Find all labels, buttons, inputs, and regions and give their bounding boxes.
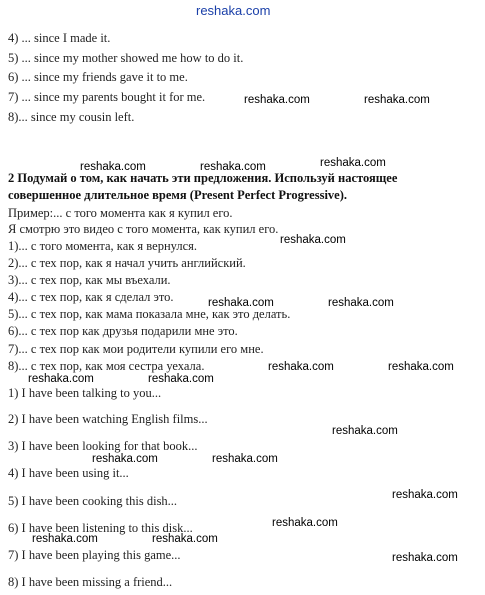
watermark: reshaka.com [364,94,430,106]
prompt-line: 6)... с тех пор как друзья подарили мне это. [8,324,238,338]
watermark: reshaka.com [328,297,394,309]
answer-line: 8) I have been missing a friend... [8,575,173,589]
part1-line: 6) ... since my friends gave it to me. [8,70,188,84]
watermark: reshaka.com [152,533,218,545]
watermark: reshaka.com [320,157,386,169]
prompt-line: 3)... с тех пор, как мы въехали. [8,273,171,287]
prompt-line: 5)... с тех пор, как мама показала мне, как это делать. [8,307,291,321]
watermark: reshaka.com [388,361,454,373]
answer-line: 6) I have been listening to this disk... [8,521,193,535]
watermark: reshaka.com [148,373,214,385]
answer-line: 7) I have been playing this game... [8,548,181,562]
watermark: reshaka.com [212,453,278,465]
watermark: reshaka.com [28,373,94,385]
site-header-label: reshaka.com [196,3,271,18]
watermark: reshaka.com [280,234,346,246]
watermark: reshaka.com [80,161,146,173]
watermark: reshaka.com [92,453,158,465]
prompt-line: 2)... с тех пор, как я начал учить английский. [8,256,246,270]
answer-line: 2) I have been watching English films... [8,412,208,426]
prompt-line: 7)... с тех пор как мои родители купили его мне. [8,342,264,356]
part1-line: 7) ... since my parents bought it for me. [8,90,206,104]
example-line1: Пример:... с того момента как я купил его. [8,206,233,220]
prompt-line: 8)... с тех пор, как моя сестра уехала. [8,359,205,373]
answer-line: 5) I have been cooking this dish... [8,494,178,508]
watermark: reshaka.com [32,533,98,545]
part1-line: 5) ... since my mother showed me how to do it. [8,51,244,65]
watermark: reshaka.com [244,94,310,106]
watermark: reshaka.com [392,489,458,501]
watermark: reshaka.com [268,361,334,373]
watermark: reshaka.com [392,552,458,564]
watermark: reshaka.com [332,425,398,437]
watermark: reshaka.com [208,297,274,309]
example-line2: Я смотрю это видео с того момента, как купил его. [8,222,279,236]
task2-heading-line1: 2 Подумай о том, как начать эти предложения. Используй настоящее [8,171,398,185]
task2-heading-line2: совершенное длительное время (Present Perfect Progressive). [8,188,348,202]
answer-line: 3) I have been looking for that book... [8,439,198,453]
part1-line: 4) ... since I made it. [8,31,111,45]
watermark: reshaka.com [272,517,338,529]
answer-line: 4) I have been using it... [8,466,129,480]
part1-line: 8)... since my cousin left. [8,110,135,124]
prompt-line: 4)... с тех пор, как я сделал это. [8,290,174,304]
answer-line: 1) I have been talking to you... [8,386,162,400]
watermark: reshaka.com [200,161,266,173]
prompt-line: 1)... с того момента, как я вернулся. [8,239,197,253]
